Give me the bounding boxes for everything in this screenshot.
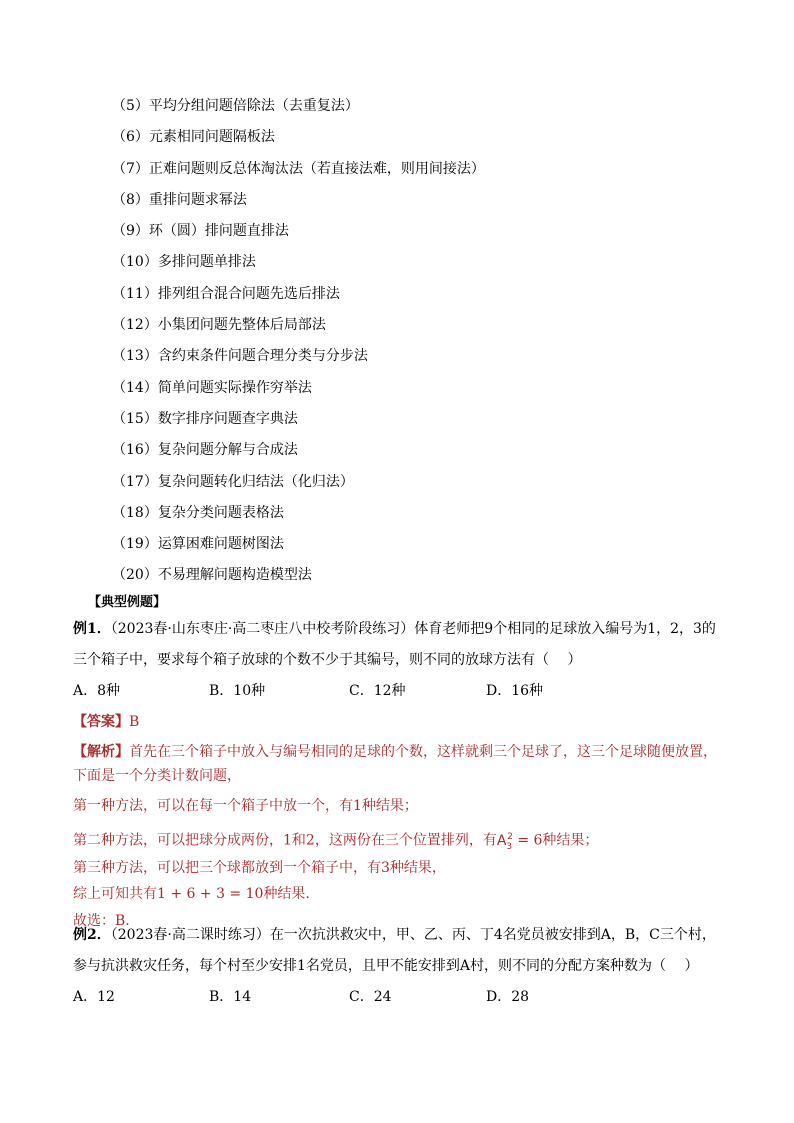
method-item-10: （10）多排问题单排法 — [112, 254, 256, 271]
analysis-text-1: 首先在三个箱子中放入与编号相同的足球的个数，这样就剩三个足球了，这三个足球随便放置， — [129, 744, 717, 760]
method-2-equals: = — [512, 832, 534, 849]
method-item-12: （12）小集团问题先整体后局部法 — [112, 317, 326, 334]
example-1-source: （2023春·山东枣庄·高二枣庄八中校考阶段练习） — [110, 621, 415, 637]
example-1-question-line-1 — [73, 619, 723, 650]
example-1-question-text-1: 体育老师把9个相同的足球放入编号为1，2，3的 — [414, 621, 716, 637]
example-2-question-line-2: 参与抗洪救灾任务，每个村至少安排1名党员，且甲不能安排到A村，则不同的分配方案种数为（ ） — [73, 958, 699, 974]
analysis-summary — [73, 884, 723, 911]
example-2-choice-a: A．12 — [73, 989, 115, 1005]
method-list — [112, 94, 732, 595]
analysis-line-2: 下面是一个分类计数问题， — [73, 768, 241, 784]
answer-label: 【答案】 — [73, 714, 129, 730]
method-item-15: （15）数字排序问题查字典法 — [112, 410, 298, 427]
summary-formula: 1 + 6 + 3 = 10 — [157, 886, 264, 902]
method-item-19: （19）运算困难问题树图法 — [112, 536, 284, 553]
example-2 — [73, 925, 723, 1007]
method-item-8: （8）重排问题求幂法 — [112, 191, 247, 208]
method-item-14: （14）简单问题实际操作穷举法 — [112, 379, 312, 396]
example-2-choice-b: B．14 — [209, 989, 252, 1005]
method-item-5: （5）平均分组问题倍除法（去重复法） — [112, 98, 359, 114]
analysis-label: 【解析】 — [73, 744, 129, 760]
example-2-question-text-1: 在一次抗洪救灾中，甲、乙、丙、丁4名党员被安排到A，B，C三个村， — [269, 927, 716, 943]
example-1-choices — [73, 681, 723, 712]
method-2-result: 6种结果； — [533, 832, 599, 849]
example-2-choices — [73, 987, 723, 1007]
example-2-choice-d: D．28 — [486, 989, 530, 1005]
method-item-9: （9）环（圆）排问题直排法 — [112, 223, 289, 240]
example-2-question-line-1 — [73, 925, 723, 956]
example-1-label: 例1． — [73, 621, 111, 637]
method-item-18: （18）复杂分类问题表格法 — [112, 504, 284, 521]
section-heading: 【典型例题】 — [88, 595, 167, 610]
example-1-choice-a: A．8种 — [73, 683, 121, 699]
summary-text: 综上可知共有 — [73, 886, 157, 902]
method-item-6: （6）元素相同问题隔板法 — [112, 129, 275, 146]
analysis-conclusion: 故选：B. — [73, 913, 130, 929]
example-1-question-line-2: 三个箱子中，要求每个箱子放球的个数不少于其编号，则不同的放球方法有（ ） — [73, 652, 582, 668]
method-item-20: （20）不易理解问题构造模型法 — [112, 567, 312, 584]
method-item-11: （11）排列组合混合问题先选后排法 — [112, 285, 340, 302]
summary-result: 种结果. — [263, 886, 310, 902]
method-2-text: 第二种方法，可以把球分成两份，1和2，这两份在三个位置排列，有 — [73, 832, 497, 849]
example-2-choice-c: C．24 — [349, 989, 392, 1005]
analysis-method-1: 第一种方法，可以在每一个箱子中放一个，有1种结果； — [73, 798, 418, 814]
answer-value: B — [129, 714, 140, 730]
analysis-method-3: 第三种方法，可以把三个球都放到一个箱子中，有3种结果， — [73, 860, 446, 876]
example-2-source: （2023春·高二课时练习） — [110, 927, 270, 943]
method-item-7: （7）正难问题则反总体淘汰法（若直接法难，则用间接法） — [112, 160, 485, 177]
analysis-line-1 — [73, 742, 723, 766]
analysis-method-2 — [73, 827, 723, 858]
example-2-label: 例2． — [73, 927, 111, 943]
example-1-choice-c: C．12种 — [349, 683, 406, 699]
example-1-choice-b: B．10种 — [209, 683, 266, 699]
method-item-16: （16）复杂问题分解与合成法 — [112, 442, 298, 459]
method-item-17: （17）复杂问题转化归结法（化归法） — [112, 473, 354, 490]
permutation-symbol: $A_3^2$ — [496, 832, 513, 852]
example-1-answer — [73, 712, 723, 742]
method-item-13: （13）含约束条件问题合理分类与分步法 — [112, 348, 368, 365]
example-1-choice-d: D．16种 — [486, 683, 544, 699]
example-1 — [73, 619, 723, 931]
